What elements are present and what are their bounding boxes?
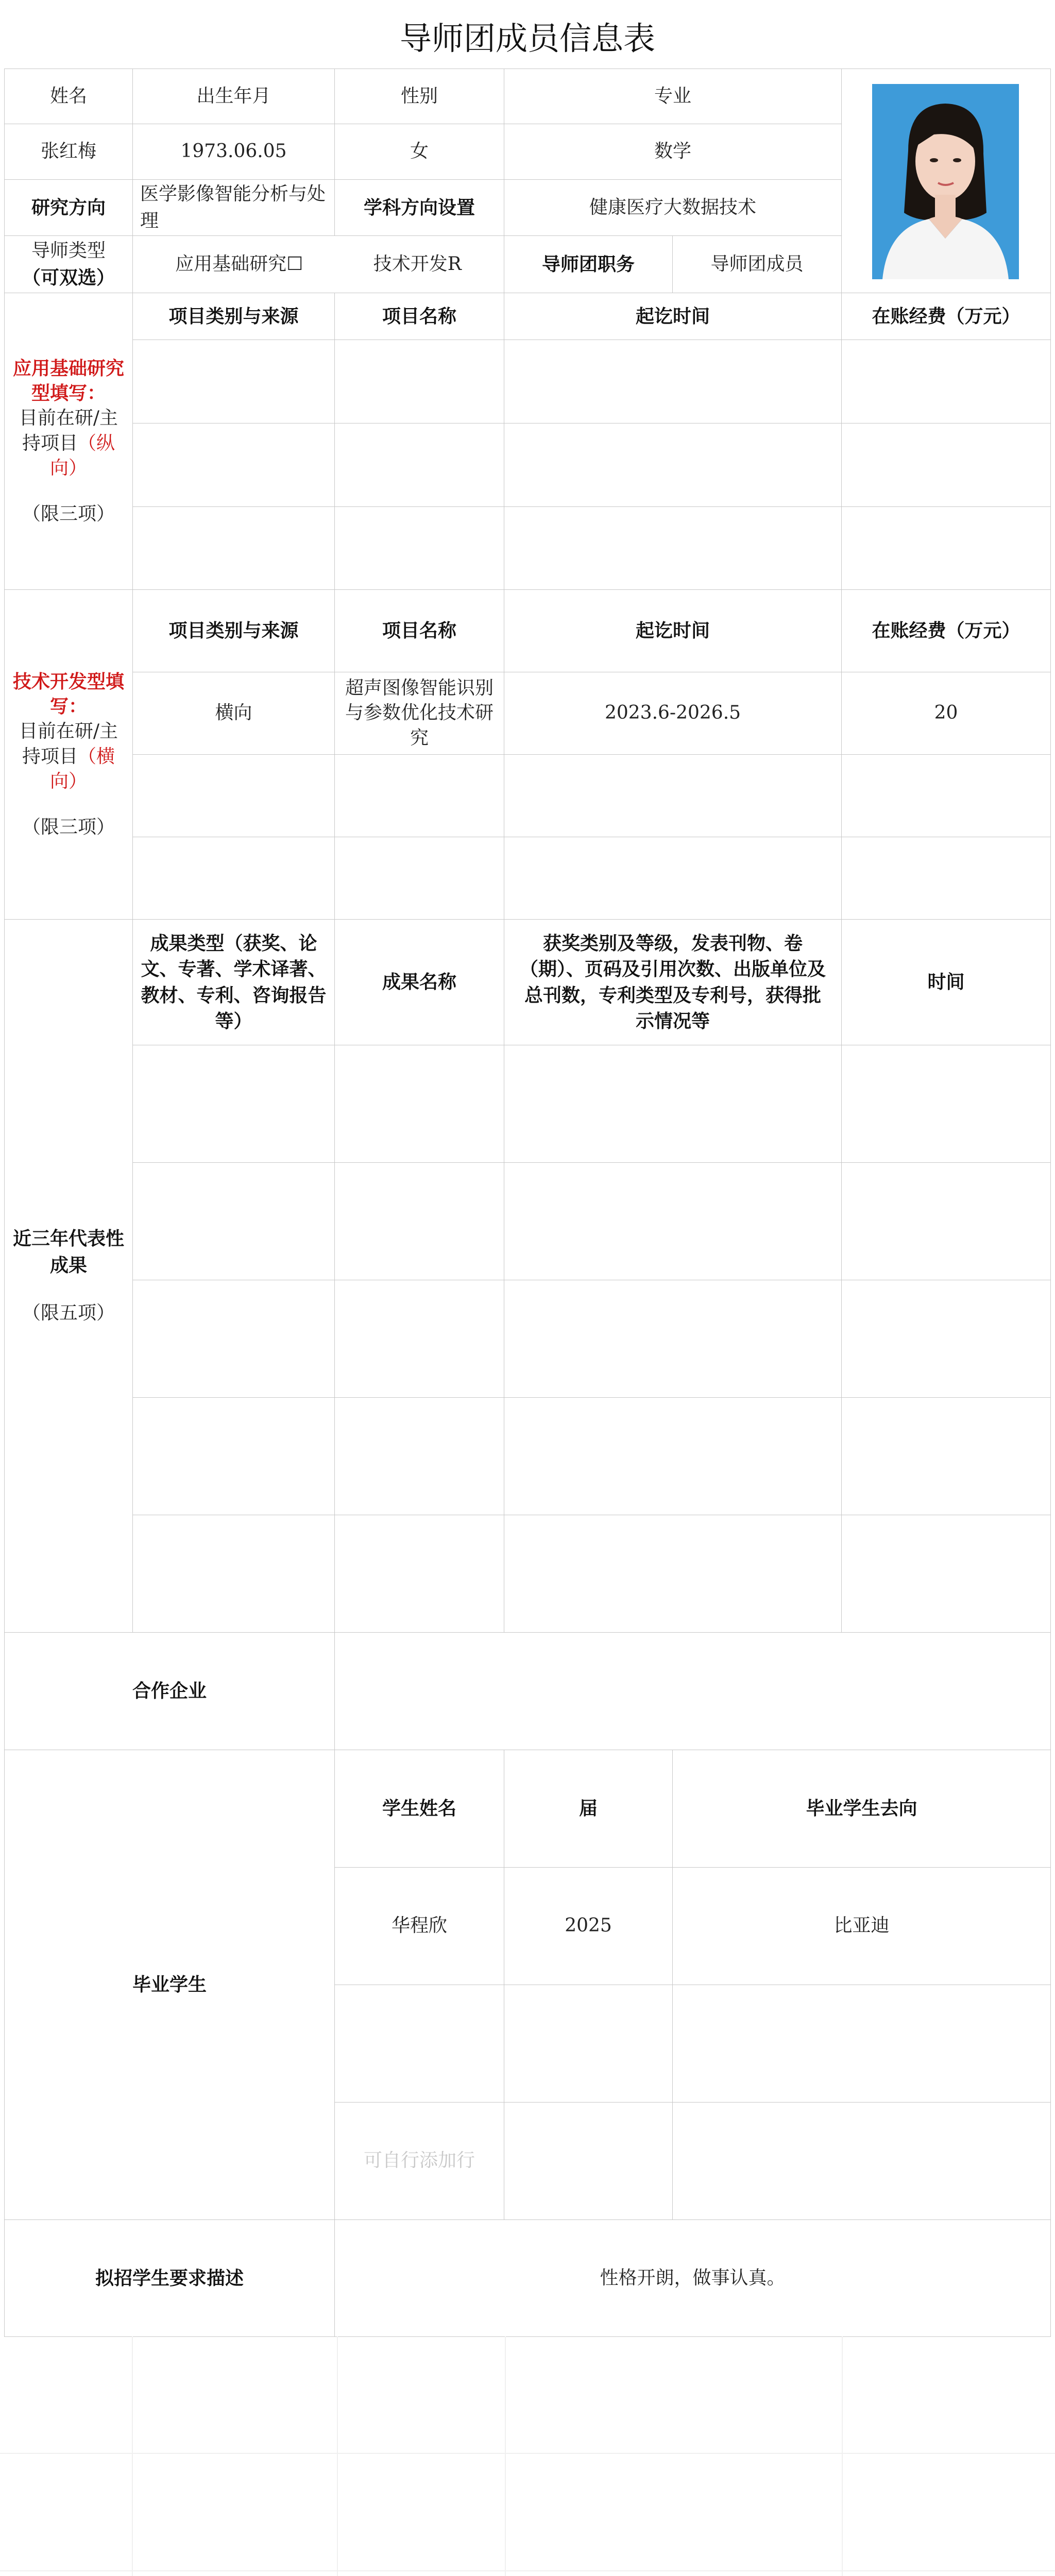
basic-row-2-funds[interactable] — [841, 423, 1051, 507]
achievement-row-1-time[interactable] — [841, 1045, 1051, 1163]
graduates-col-destination: 毕业学生去向 — [672, 1750, 1051, 1868]
tech-label-red-2: 写： — [49, 696, 87, 718]
achievement-row-1-detail[interactable] — [504, 1045, 842, 1163]
cooperation-label: 合作企业 — [4, 1632, 335, 1750]
achievement-row-2-name[interactable] — [334, 1162, 504, 1280]
achievement-row-5-detail[interactable] — [504, 1515, 842, 1633]
portrait-photo — [872, 84, 1019, 279]
major-value: 数学 — [504, 124, 842, 180]
portrait-illustration — [872, 84, 1019, 279]
basic-label-black-2: 持项目 — [22, 432, 78, 454]
gender-label: 性别 — [334, 69, 504, 124]
basic-col-name: 项目名称 — [334, 293, 504, 340]
empty-sheet-gridlines — [0, 2336, 1055, 2576]
mentor-type-label — [4, 235, 133, 293]
tech-label-red-3: （横 — [78, 745, 115, 767]
duty-label: 导师团职务 — [504, 235, 673, 293]
achievement-row-1-name[interactable] — [334, 1045, 504, 1163]
achievements-col-name: 成果名称 — [334, 919, 504, 1045]
achievements-limit: （限五项） — [22, 1302, 115, 1324]
achievement-row-4-type[interactable] — [132, 1397, 335, 1515]
basic-research-label — [4, 293, 133, 590]
research-label: 研究方向 — [4, 179, 133, 236]
birth-value: 1973.06.05 — [132, 124, 335, 180]
basic-label-red-4: 向） — [49, 457, 87, 479]
graduate-row-3-year[interactable] — [504, 2102, 673, 2220]
graduates-col-name: 学生姓名 — [334, 1750, 504, 1868]
basic-row-1-type[interactable] — [132, 340, 335, 423]
mentor-type-options[interactable] — [132, 235, 504, 293]
tech-col-type: 项目类别与来源 — [132, 589, 335, 672]
tech-col-funds: 在账经费（万元） — [841, 589, 1051, 672]
tech-col-period: 起讫时间 — [504, 589, 842, 672]
basic-row-3-period[interactable] — [504, 506, 842, 590]
tech-row-2-funds[interactable] — [841, 754, 1051, 837]
basic-col-type: 项目类别与来源 — [132, 293, 335, 340]
achievements-label — [4, 919, 133, 1633]
achievement-row-2-time[interactable] — [841, 1162, 1051, 1280]
name-value: 张红梅 — [4, 124, 133, 180]
requirements-value[interactable]: 性格开朗，做事认真。 — [334, 2219, 1051, 2337]
tech-row-2-type[interactable] — [132, 754, 335, 837]
achievement-row-2-detail[interactable] — [504, 1162, 842, 1280]
tech-row-1-type[interactable]: 横向 — [132, 672, 335, 755]
achievement-row-4-detail[interactable] — [504, 1397, 842, 1515]
graduate-row-1-name[interactable]: 华程欣 — [334, 1867, 504, 1985]
achievements-col-time: 时间 — [841, 919, 1051, 1045]
tech-row-3-name[interactable] — [334, 837, 504, 920]
basic-row-3-funds[interactable] — [841, 506, 1051, 590]
basic-label-red-1: 应用基础研究 — [12, 357, 124, 379]
achievement-row-1-type[interactable] — [132, 1045, 335, 1163]
tech-label-red-4: 向） — [49, 771, 87, 792]
graduate-row-2-destination[interactable] — [672, 1985, 1051, 2103]
basic-label-red-3: （纵 — [78, 432, 115, 454]
basic-row-2-name[interactable] — [334, 423, 504, 507]
basic-row-1-funds[interactable] — [841, 340, 1051, 423]
tech-row-1-funds[interactable]: 20 — [841, 672, 1051, 755]
graduate-row-3-destination[interactable] — [672, 2102, 1051, 2220]
graduate-row-1-year[interactable]: 2025 — [504, 1867, 673, 1985]
name-label: 姓名 — [4, 69, 133, 124]
tech-label-black-1: 目前在研/主 — [19, 720, 118, 742]
tech-row-2-name[interactable] — [334, 754, 504, 837]
basic-label-red-2: 型填写： — [31, 382, 106, 404]
cooperation-value[interactable] — [334, 1632, 1051, 1750]
mentor-type-label-line1: 导师类型 — [31, 240, 106, 261]
achievement-row-3-detail[interactable] — [504, 1280, 842, 1398]
achievements-label-2: 成果 — [49, 1255, 87, 1277]
achievement-row-4-name[interactable] — [334, 1397, 504, 1515]
tech-row-3-funds[interactable] — [841, 837, 1051, 920]
achievement-row-5-name[interactable] — [334, 1515, 504, 1633]
mentor-type-label-line2: （可双选） — [22, 267, 115, 289]
basic-limit: （限三项） — [22, 503, 115, 524]
basic-row-2-period[interactable] — [504, 423, 842, 507]
tech-row-2-period[interactable] — [504, 754, 842, 837]
graduate-add-row-hint[interactable]: 可自行添加行 — [334, 2102, 504, 2220]
achievement-row-2-type[interactable] — [132, 1162, 335, 1280]
tech-col-name: 项目名称 — [334, 589, 504, 672]
basic-row-1-period[interactable] — [504, 340, 842, 423]
discipline-label: 学科方向设置 — [334, 179, 504, 236]
basic-row-2-type[interactable] — [132, 423, 335, 507]
basic-col-period: 起讫时间 — [504, 293, 842, 340]
tech-limit: （限三项） — [22, 816, 115, 838]
birth-label: 出生年月 — [132, 69, 335, 124]
tech-row-1-name[interactable]: 超声图像智能识别与参数优化技术研究 — [334, 672, 504, 755]
achievements-label-1: 近三年代表性 — [12, 1228, 124, 1250]
basic-row-1-name[interactable] — [334, 340, 504, 423]
graduate-row-2-name[interactable] — [334, 1985, 504, 2103]
discipline-value: 健康医疗大数据技术 — [504, 179, 842, 236]
graduates-col-year: 届 — [504, 1750, 673, 1868]
basic-row-3-type[interactable] — [132, 506, 335, 590]
tech-development-label — [4, 589, 133, 920]
basic-col-funds: 在账经费（万元） — [841, 293, 1051, 340]
research-value: 医学影像智能分析与处理 — [132, 179, 335, 236]
graduate-row-2-year[interactable] — [504, 1985, 673, 2103]
graduate-row-1-destination[interactable]: 比亚迪 — [672, 1867, 1051, 1985]
gender-value: 女 — [334, 124, 504, 180]
achievements-col-type: 成果类型（获奖、论文、专著、学术译著、教材、专利、咨询报告等） — [132, 919, 335, 1045]
tech-label-black-2: 持项目 — [22, 745, 78, 767]
tech-row-3-period[interactable] — [504, 837, 842, 920]
tech-row-1-period[interactable]: 2023.6-2026.5 — [504, 672, 842, 755]
achievement-row-3-type[interactable] — [132, 1280, 335, 1398]
achievements-col-detail: 获奖类别及等级，发表刊物、卷（期）、页码及引用次数、出版单位及总刊数，专利类型及专利号，获得批示情况等 — [504, 919, 842, 1045]
achievement-row-3-time[interactable] — [841, 1280, 1051, 1398]
major-label: 专业 — [504, 69, 842, 124]
achievement-row-3-name[interactable] — [334, 1280, 504, 1398]
option-basic-research[interactable]: 应用基础研究☐ — [175, 253, 303, 275]
achievement-row-4-time[interactable] — [841, 1397, 1051, 1515]
achievement-row-5-time[interactable] — [841, 1515, 1051, 1633]
page-title: 导师团成员信息表 — [399, 20, 655, 57]
tech-label-red-1: 技术开发型填 — [12, 670, 124, 692]
graduates-label: 毕业学生 — [4, 1750, 335, 2220]
option-tech-development[interactable]: 技术开发R — [373, 253, 462, 275]
tech-row-3-type[interactable] — [132, 837, 335, 920]
requirements-label: 拟招学生要求描述 — [4, 2219, 335, 2337]
achievement-row-5-type[interactable] — [132, 1515, 335, 1633]
basic-label-black-1: 目前在研/主 — [19, 407, 118, 429]
basic-row-3-name[interactable] — [334, 506, 504, 590]
duty-value: 导师团成员 — [672, 235, 842, 293]
